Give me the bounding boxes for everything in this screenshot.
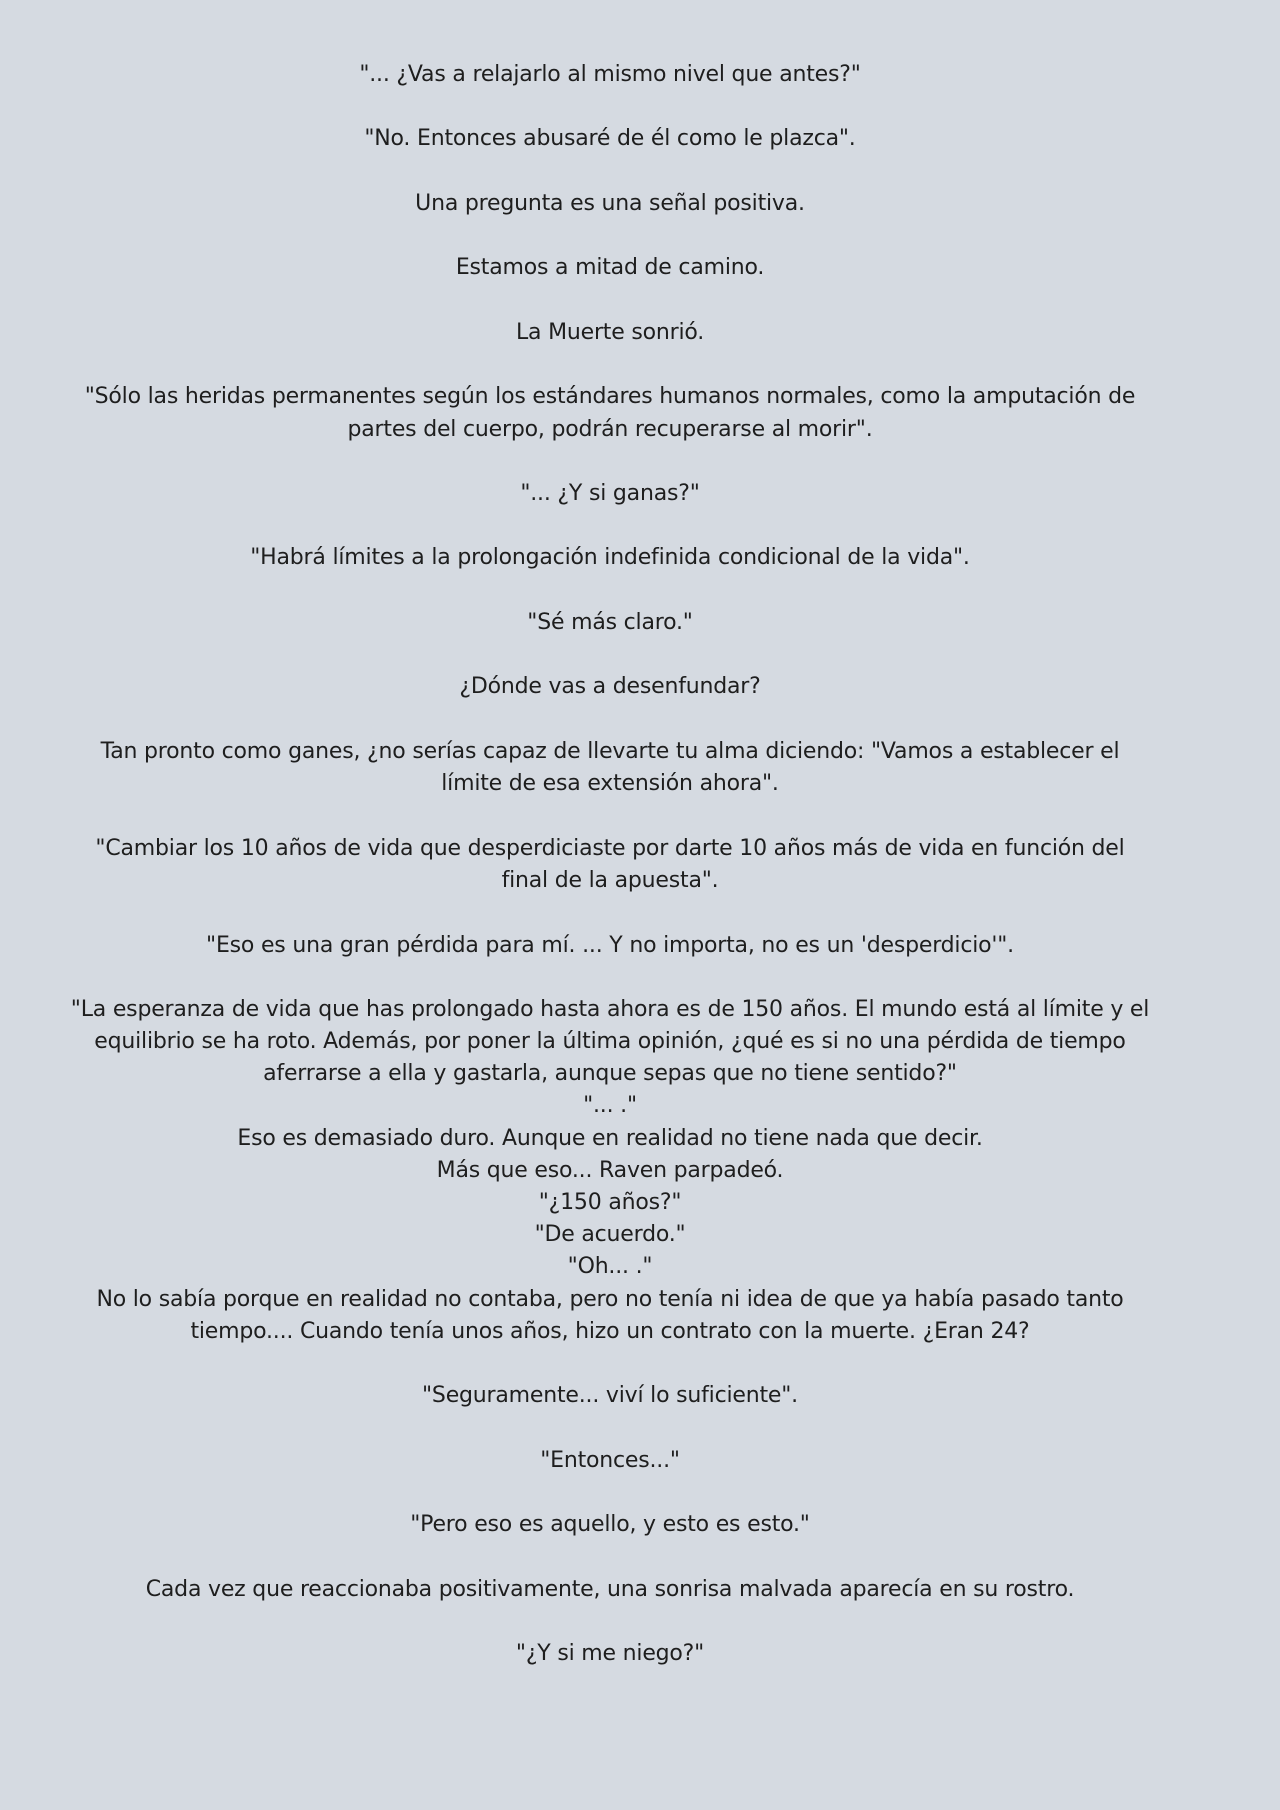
text-line: "Pero eso es aquello, y esto es esto." bbox=[410, 1512, 810, 1537]
text-line: Eso es demasiado duro. Aunque en realidad no tiene nada que decir. bbox=[237, 1126, 983, 1151]
text-line: La Muerte sonrió. bbox=[515, 320, 705, 345]
text-line: ¿Dónde vas a desenfundar? bbox=[459, 674, 761, 699]
text-line: "... ¿Vas a relajarlo al mismo nivel que antes?" bbox=[359, 62, 861, 87]
text-line: equilibrio se ha roto. Además, por poner la última opinión, ¿qué es si no una pérdida de tiempo bbox=[94, 1029, 1126, 1054]
text-line: Tan pronto como ganes, ¿no serías capaz de llevarte tu alma diciendo: "Vamos a establecer el bbox=[100, 739, 1120, 764]
text-line: "Sé más claro." bbox=[527, 610, 693, 635]
text-line: "... ¿Y si ganas?" bbox=[520, 481, 700, 506]
text-line: aferrarse a ella y gastarla, aunque sepas que no tiene sentido?" bbox=[263, 1061, 957, 1086]
text-line: "Seguramente... viví lo suficiente". bbox=[422, 1383, 798, 1408]
text-line: "¿Y si me niego?" bbox=[515, 1641, 705, 1666]
text-line: Estamos a mitad de camino. bbox=[455, 255, 765, 280]
text-line: "No. Entonces abusaré de él como le plazca". bbox=[364, 126, 856, 151]
text-line: "Sólo las heridas permanentes según los estándares humanos normales, como la amputación de bbox=[84, 384, 1136, 409]
text-line: límite de esa extensión ahora". bbox=[441, 771, 779, 796]
text-line: tiempo.... Cuando tenía unos años, hizo un contrato con la muerte. ¿Eran 24? bbox=[190, 1319, 1030, 1344]
text-line: "Eso es una gran pérdida para mí. ... Y no importa, no es un 'desperdicio'". bbox=[206, 933, 1014, 958]
text-line: Más que eso... Raven parpadeó. bbox=[436, 1158, 784, 1183]
text-line: "... ." bbox=[583, 1093, 637, 1118]
text-line: "Cambiar los 10 años de vida que desperdiciaste por darte 10 años más de vida en función del bbox=[95, 836, 1125, 861]
text-line: Cada vez que reaccionaba positivamente, una sonrisa malvada aparecía en su rostro. bbox=[145, 1577, 1075, 1602]
text-line: "Entonces..." bbox=[540, 1448, 680, 1473]
text-line: "La esperanza de vida que has prolongado hasta ahora es de 150 años. El mundo está al límite y el bbox=[70, 997, 1150, 1022]
text-line: partes del cuerpo, podrán recuperarse al morir". bbox=[347, 417, 873, 442]
text-line: "¿150 años?" bbox=[538, 1190, 682, 1215]
text-line: No lo sabía porque en realidad no contaba, pero no tenía ni idea de que ya había pasado tanto bbox=[96, 1287, 1124, 1312]
text-line: "Habrá límites a la prolongación indefinida condicional de la vida". bbox=[250, 545, 970, 570]
text-line: "Oh... ." bbox=[567, 1254, 653, 1279]
text-line: Una pregunta es una señal positiva. bbox=[415, 191, 805, 216]
text-line: final de la apuesta". bbox=[501, 868, 719, 893]
text-line: "De acuerdo." bbox=[534, 1222, 686, 1247]
